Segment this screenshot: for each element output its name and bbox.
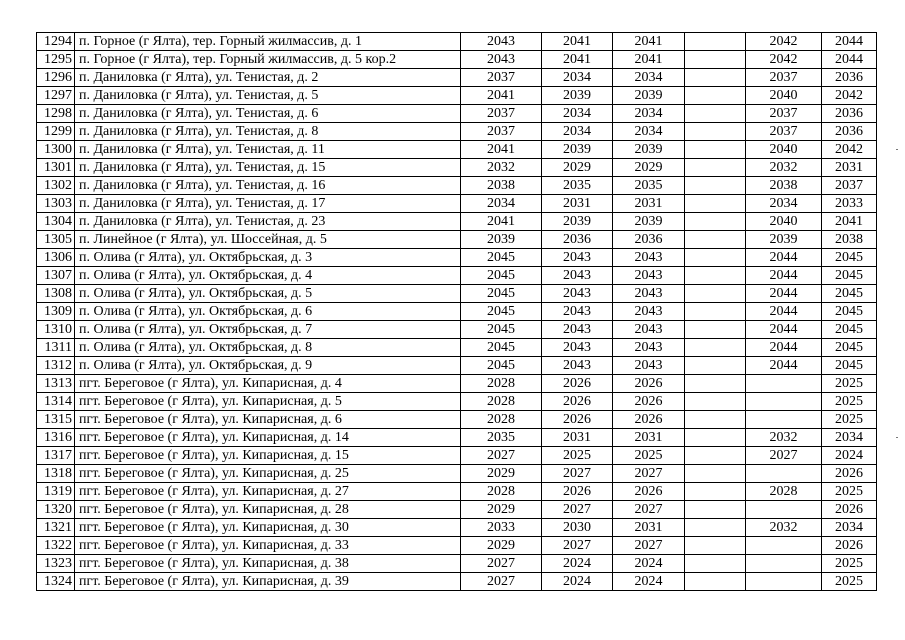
year-cell: 2045 — [822, 357, 877, 375]
year-cell: 2027 — [613, 501, 685, 519]
year-cell: 2043 — [613, 357, 685, 375]
year-cell: 2045 — [822, 339, 877, 357]
year-cell: 2032 — [461, 159, 542, 177]
year-cell: 2034 — [542, 69, 613, 87]
year-cell: 2025 — [822, 411, 877, 429]
year-cell: 2036 — [542, 231, 613, 249]
year-cell: 2043 — [542, 303, 613, 321]
year-cell: 2032 — [746, 519, 822, 537]
year-cell — [746, 465, 822, 483]
year-cell: 2026 — [542, 393, 613, 411]
year-cell: 2045 — [461, 249, 542, 267]
address-cell: пгт. Береговое (г Ялта), ул. Кипарисная, д. 27 — [75, 483, 461, 501]
row-number-cell: 1304 — [37, 213, 75, 231]
table-row — [37, 87, 877, 105]
year-cell: 2038 — [822, 231, 877, 249]
row-number-cell: 1306 — [37, 249, 75, 267]
table-row — [37, 285, 877, 303]
year-cell: 2034 — [613, 105, 685, 123]
table-row — [37, 195, 877, 213]
year-cell: 2043 — [542, 321, 613, 339]
year-cell: 2042 — [822, 141, 877, 159]
address-cell: пгт. Береговое (г Ялта), ул. Кипарисная, д. 5 — [75, 393, 461, 411]
row-number-cell: 1317 — [37, 447, 75, 465]
year-cell: 2044 — [746, 303, 822, 321]
year-cell — [685, 141, 746, 159]
document-table-container — [36, 32, 877, 591]
year-cell — [685, 213, 746, 231]
row-number-cell: 1311 — [37, 339, 75, 357]
year-cell: 2043 — [542, 339, 613, 357]
table-row — [37, 537, 877, 555]
address-cell: пгт. Береговое (г Ялта), ул. Кипарисная, д. 39 — [75, 573, 461, 591]
year-cell — [685, 411, 746, 429]
year-cell: 2043 — [542, 249, 613, 267]
year-cell: 2027 — [746, 447, 822, 465]
table-row — [37, 555, 877, 573]
row-number-cell: 1314 — [37, 393, 75, 411]
year-cell: 2042 — [822, 87, 877, 105]
year-cell — [685, 303, 746, 321]
year-cell: 2045 — [822, 303, 877, 321]
row-number-cell: 1300 — [37, 141, 75, 159]
year-cell — [685, 429, 746, 447]
year-cell: 2031 — [613, 429, 685, 447]
address-cell: п. Даниловка (г Ялта), ул. Тенистая, д. 15 — [75, 159, 461, 177]
year-cell: 2024 — [822, 447, 877, 465]
address-cell: п. Олива (г Ялта), ул. Октябрьская, д. 6 — [75, 303, 461, 321]
year-cell: 2039 — [542, 213, 613, 231]
year-cell — [685, 177, 746, 195]
year-cell: 2045 — [461, 321, 542, 339]
row-number-cell: 1324 — [37, 573, 75, 591]
address-cell: пгт. Береговое (г Ялта), ул. Кипарисная, д. 15 — [75, 447, 461, 465]
year-cell: 2041 — [542, 51, 613, 69]
year-cell: 2045 — [461, 357, 542, 375]
row-number-cell: 1312 — [37, 357, 75, 375]
year-cell: 2042 — [746, 51, 822, 69]
year-cell: 2031 — [542, 195, 613, 213]
year-cell: 2033 — [461, 519, 542, 537]
year-cell: 2028 — [461, 483, 542, 501]
year-cell: 2024 — [542, 573, 613, 591]
row-number-cell: 1299 — [37, 123, 75, 141]
year-cell — [685, 159, 746, 177]
year-cell — [685, 501, 746, 519]
year-cell — [685, 555, 746, 573]
table-row — [37, 375, 877, 393]
address-cell: пгт. Береговое (г Ялта), ул. Кипарисная, д. 38 — [75, 555, 461, 573]
address-cell: пгт. Береговое (г Ялта), ул. Кипарисная, д. 33 — [75, 537, 461, 555]
table-row — [37, 393, 877, 411]
year-cell: 2027 — [461, 573, 542, 591]
address-cell: п. Даниловка (г Ялта), ул. Тенистая, д. 23 — [75, 213, 461, 231]
row-number-cell: 1305 — [37, 231, 75, 249]
year-cell: 2045 — [822, 249, 877, 267]
year-cell: 2043 — [613, 321, 685, 339]
year-cell: 2034 — [822, 519, 877, 537]
year-cell — [685, 519, 746, 537]
year-cell: 2039 — [613, 87, 685, 105]
address-cell: пгт. Береговое (г Ялта), ул. Кипарисная, д. 14 — [75, 429, 461, 447]
year-cell — [685, 105, 746, 123]
year-cell: 2037 — [461, 105, 542, 123]
row-number-cell: 1295 — [37, 51, 75, 69]
year-cell: 2032 — [746, 429, 822, 447]
year-cell: 2025 — [822, 375, 877, 393]
address-cell: п. Олива (г Ялта), ул. Октябрьская, д. 4 — [75, 267, 461, 285]
table-row — [37, 357, 877, 375]
table-row — [37, 159, 877, 177]
year-cell: 2029 — [542, 159, 613, 177]
year-cell: 2034 — [613, 123, 685, 141]
row-number-cell: 1322 — [37, 537, 75, 555]
year-cell: 2025 — [542, 447, 613, 465]
address-cell: п. Даниловка (г Ялта), ул. Тенистая, д. 6 — [75, 105, 461, 123]
year-cell — [746, 555, 822, 573]
year-cell: 2037 — [461, 69, 542, 87]
table-row — [37, 51, 877, 69]
year-cell: 2037 — [746, 69, 822, 87]
year-cell: 2028 — [461, 375, 542, 393]
year-cell — [685, 465, 746, 483]
address-cell: п. Даниловка (г Ялта), ул. Тенистая, д. 17 — [75, 195, 461, 213]
year-cell: 2035 — [542, 177, 613, 195]
row-number-cell: 1315 — [37, 411, 75, 429]
row-number-cell: 1320 — [37, 501, 75, 519]
table-row — [37, 447, 877, 465]
year-cell: 2045 — [461, 303, 542, 321]
year-cell: 2027 — [542, 501, 613, 519]
year-cell: 2024 — [542, 555, 613, 573]
row-number-cell: 1298 — [37, 105, 75, 123]
year-cell — [685, 393, 746, 411]
row-number-cell: 1294 — [37, 33, 75, 51]
table-row — [37, 501, 877, 519]
year-cell — [685, 375, 746, 393]
address-cell: пгт. Береговое (г Ялта), ул. Кипарисная, д. 4 — [75, 375, 461, 393]
row-number-cell: 1297 — [37, 87, 75, 105]
year-cell — [685, 267, 746, 285]
year-cell: 2029 — [461, 537, 542, 555]
year-cell: 2036 — [613, 231, 685, 249]
year-cell: 2039 — [613, 141, 685, 159]
year-cell — [746, 501, 822, 519]
year-cell: 2043 — [542, 285, 613, 303]
year-cell: 2026 — [542, 483, 613, 501]
year-cell: 2043 — [542, 357, 613, 375]
year-cell: 2024 — [613, 555, 685, 573]
year-cell: 2027 — [542, 537, 613, 555]
table-row — [37, 213, 877, 231]
year-cell: 2026 — [613, 483, 685, 501]
year-cell: 2045 — [461, 285, 542, 303]
address-cell: пгт. Береговое (г Ялта), ул. Кипарисная, д. 25 — [75, 465, 461, 483]
address-cell: п. Даниловка (г Ялта), ул. Тенистая, д. 11 — [75, 141, 461, 159]
year-cell: 2026 — [542, 375, 613, 393]
year-cell: 2036 — [822, 123, 877, 141]
year-cell: 2034 — [542, 123, 613, 141]
year-cell: 2028 — [461, 411, 542, 429]
year-cell: 2036 — [822, 105, 877, 123]
year-cell: 2025 — [613, 447, 685, 465]
year-cell: 2025 — [822, 393, 877, 411]
table-row — [37, 303, 877, 321]
address-cell: п. Даниловка (г Ялта), ул. Тенистая, д. 2 — [75, 69, 461, 87]
year-cell: 2028 — [746, 483, 822, 501]
scan-mark — [896, 437, 898, 438]
year-cell: 2043 — [613, 303, 685, 321]
year-cell: 2039 — [542, 141, 613, 159]
year-cell: 2043 — [542, 267, 613, 285]
year-cell: 2041 — [542, 33, 613, 51]
table-row — [37, 141, 877, 159]
year-cell: 2037 — [461, 123, 542, 141]
year-cell: 2033 — [822, 195, 877, 213]
year-cell: 2031 — [613, 519, 685, 537]
address-cell: п. Олива (г Ялта), ул. Октябрьская, д. 5 — [75, 285, 461, 303]
year-cell — [685, 69, 746, 87]
address-cell: п. Даниловка (г Ялта), ул. Тенистая, д. 16 — [75, 177, 461, 195]
table-row — [37, 177, 877, 195]
table-row — [37, 339, 877, 357]
table-row — [37, 267, 877, 285]
year-cell: 2026 — [822, 501, 877, 519]
year-cell: 2029 — [613, 159, 685, 177]
table-row — [37, 465, 877, 483]
address-cell: п. Горное (г Ялта), тер. Горный жилмассив, д. 5 кор.2 — [75, 51, 461, 69]
year-cell: 2034 — [613, 69, 685, 87]
year-cell: 2037 — [746, 123, 822, 141]
year-cell — [685, 195, 746, 213]
row-number-cell: 1321 — [37, 519, 75, 537]
year-cell: 2040 — [746, 87, 822, 105]
year-cell: 2027 — [613, 465, 685, 483]
row-number-cell: 1307 — [37, 267, 75, 285]
year-cell: 2044 — [746, 249, 822, 267]
year-cell: 2024 — [613, 573, 685, 591]
year-cell: 2044 — [822, 33, 877, 51]
year-cell: 2045 — [822, 267, 877, 285]
year-cell: 2026 — [613, 375, 685, 393]
year-cell — [746, 375, 822, 393]
year-cell: 2026 — [542, 411, 613, 429]
table-body — [37, 33, 877, 591]
year-cell: 2039 — [542, 87, 613, 105]
year-cell: 2041 — [613, 33, 685, 51]
address-cell: п. Горное (г Ялта), тер. Горный жилмассив, д. 1 — [75, 33, 461, 51]
year-cell: 2037 — [746, 105, 822, 123]
year-cell: 2035 — [613, 177, 685, 195]
year-cell — [685, 231, 746, 249]
row-number-cell: 1308 — [37, 285, 75, 303]
row-number-cell: 1296 — [37, 69, 75, 87]
year-cell: 2036 — [822, 69, 877, 87]
year-cell: 2044 — [746, 321, 822, 339]
row-number-cell: 1301 — [37, 159, 75, 177]
year-cell: 2043 — [613, 249, 685, 267]
year-cell: 2042 — [746, 33, 822, 51]
year-cell: 2043 — [613, 267, 685, 285]
address-cell: п. Олива (г Ялта), ул. Октябрьская, д. 8 — [75, 339, 461, 357]
year-cell: 2043 — [461, 33, 542, 51]
row-number-cell: 1309 — [37, 303, 75, 321]
year-cell — [685, 339, 746, 357]
table-row — [37, 105, 877, 123]
year-cell: 2026 — [822, 465, 877, 483]
table-row — [37, 123, 877, 141]
table-row — [37, 69, 877, 87]
year-cell: 2041 — [461, 87, 542, 105]
year-cell: 2040 — [746, 213, 822, 231]
year-cell: 2034 — [461, 195, 542, 213]
year-cell: 2038 — [746, 177, 822, 195]
year-cell: 2030 — [542, 519, 613, 537]
address-cell: п. Олива (г Ялта), ул. Октябрьская, д. 7 — [75, 321, 461, 339]
year-cell: 2041 — [613, 51, 685, 69]
year-cell — [685, 123, 746, 141]
address-cell: п. Олива (г Ялта), ул. Октябрьская, д. 3 — [75, 249, 461, 267]
table-row — [37, 483, 877, 501]
year-cell: 2043 — [613, 285, 685, 303]
year-cell — [685, 249, 746, 267]
row-number-cell: 1319 — [37, 483, 75, 501]
year-cell: 2027 — [461, 447, 542, 465]
year-cell: 2041 — [461, 141, 542, 159]
year-cell: 2027 — [542, 465, 613, 483]
year-cell: 2027 — [613, 537, 685, 555]
year-cell: 2038 — [461, 177, 542, 195]
year-cell: 2044 — [746, 285, 822, 303]
address-cell: пгт. Береговое (г Ялта), ул. Кипарисная, д. 30 — [75, 519, 461, 537]
year-cell: 2032 — [746, 159, 822, 177]
year-cell — [685, 537, 746, 555]
year-cell: 2039 — [613, 213, 685, 231]
row-number-cell: 1313 — [37, 375, 75, 393]
year-cell: 2034 — [542, 105, 613, 123]
year-cell: 2044 — [746, 267, 822, 285]
year-cell: 2031 — [613, 195, 685, 213]
year-cell: 2045 — [822, 285, 877, 303]
year-cell — [685, 483, 746, 501]
year-cell: 2041 — [822, 213, 877, 231]
housing-schedule-table — [36, 32, 877, 591]
year-cell: 2034 — [822, 429, 877, 447]
year-cell: 2026 — [613, 411, 685, 429]
table-row — [37, 33, 877, 51]
year-cell: 2028 — [461, 393, 542, 411]
year-cell — [746, 537, 822, 555]
year-cell: 2031 — [822, 159, 877, 177]
address-cell: пгт. Береговое (г Ялта), ул. Кипарисная, д. 28 — [75, 501, 461, 519]
year-cell: 2034 — [746, 195, 822, 213]
year-cell: 2039 — [746, 231, 822, 249]
year-cell: 2035 — [461, 429, 542, 447]
year-cell: 2045 — [822, 321, 877, 339]
scan-mark — [896, 149, 898, 150]
year-cell: 2040 — [746, 141, 822, 159]
row-number-cell: 1303 — [37, 195, 75, 213]
year-cell: 2026 — [613, 393, 685, 411]
year-cell — [685, 33, 746, 51]
row-number-cell: 1316 — [37, 429, 75, 447]
year-cell: 2043 — [613, 339, 685, 357]
year-cell: 2027 — [461, 555, 542, 573]
year-cell — [685, 321, 746, 339]
year-cell: 2045 — [461, 339, 542, 357]
year-cell — [746, 411, 822, 429]
table-row — [37, 573, 877, 591]
year-cell: 2044 — [822, 51, 877, 69]
row-number-cell: 1318 — [37, 465, 75, 483]
address-cell: п. Линейное (г Ялта), ул. Шоссейная, д. 5 — [75, 231, 461, 249]
year-cell: 2025 — [822, 573, 877, 591]
table-row — [37, 321, 877, 339]
year-cell — [746, 573, 822, 591]
year-cell: 2044 — [746, 339, 822, 357]
year-cell — [685, 51, 746, 69]
year-cell: 2041 — [461, 213, 542, 231]
year-cell — [685, 357, 746, 375]
year-cell: 2037 — [822, 177, 877, 195]
address-cell: п. Олива (г Ялта), ул. Октябрьская, д. 9 — [75, 357, 461, 375]
address-cell: п. Даниловка (г Ялта), ул. Тенистая, д. 8 — [75, 123, 461, 141]
year-cell: 2029 — [461, 501, 542, 519]
year-cell: 2025 — [822, 555, 877, 573]
year-cell — [685, 87, 746, 105]
table-row — [37, 249, 877, 267]
year-cell — [685, 573, 746, 591]
table-row — [37, 231, 877, 249]
table-row — [37, 519, 877, 537]
year-cell: 2043 — [461, 51, 542, 69]
year-cell: 2025 — [822, 483, 877, 501]
year-cell — [685, 447, 746, 465]
year-cell — [685, 285, 746, 303]
row-number-cell: 1302 — [37, 177, 75, 195]
year-cell: 2026 — [822, 537, 877, 555]
year-cell: 2031 — [542, 429, 613, 447]
address-cell: п. Даниловка (г Ялта), ул. Тенистая, д. 5 — [75, 87, 461, 105]
address-cell: пгт. Береговое (г Ялта), ул. Кипарисная, д. 6 — [75, 411, 461, 429]
row-number-cell: 1323 — [37, 555, 75, 573]
year-cell: 2029 — [461, 465, 542, 483]
table-row — [37, 429, 877, 447]
year-cell — [746, 393, 822, 411]
year-cell: 2039 — [461, 231, 542, 249]
table-row — [37, 411, 877, 429]
year-cell: 2045 — [461, 267, 542, 285]
year-cell: 2044 — [746, 357, 822, 375]
row-number-cell: 1310 — [37, 321, 75, 339]
